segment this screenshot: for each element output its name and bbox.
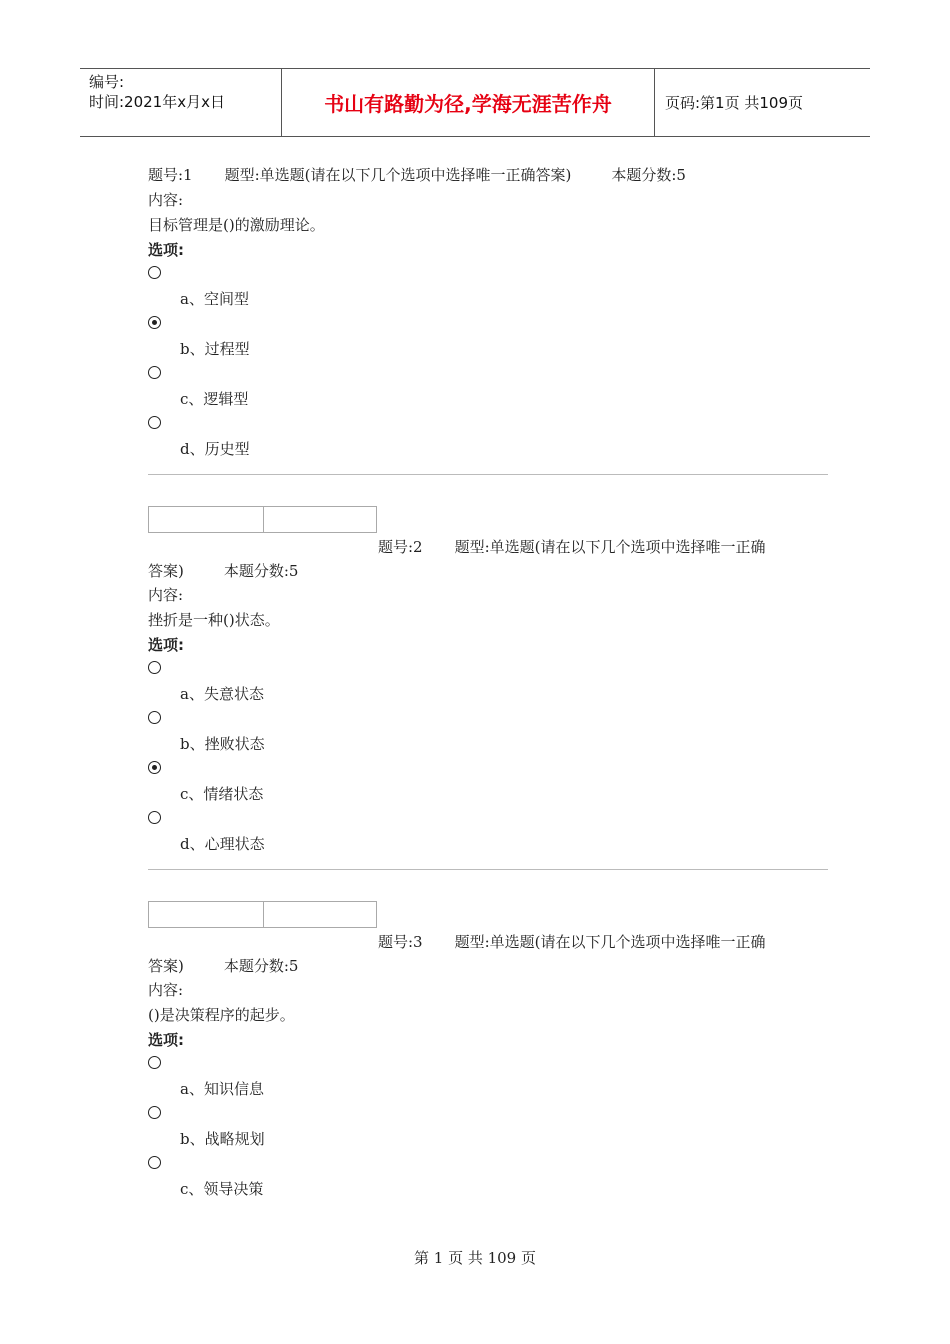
button-divider	[263, 507, 264, 532]
q1-radio-b[interactable]	[148, 316, 161, 329]
q2-content-label: 内容:	[148, 586, 184, 604]
q2-options-label: 选项:	[148, 636, 184, 654]
page-header	[80, 68, 870, 137]
q3-type-part1: 题型:单选题(请在以下几个选项中选择唯一正确	[454, 933, 766, 951]
header-motto: 书山有路勤为径,学海无涯苦作舟	[282, 69, 655, 136]
q3-content: ()是决策程序的起步。	[148, 1006, 295, 1024]
q1-radio-c[interactable]	[148, 366, 161, 379]
number-label: 编号:	[89, 73, 125, 91]
q2-type-part1: 题型:单选题(请在以下几个选项中选择唯一正确	[454, 538, 766, 556]
q3-content-label: 内容:	[148, 981, 184, 999]
q2-radio-a[interactable]	[148, 661, 161, 674]
q2-number: 题号:2	[378, 538, 423, 556]
q1-meta	[148, 165, 686, 185]
q2-option-d: d、心理状态	[180, 835, 265, 853]
q3-option-c: c、领导决策	[180, 1180, 264, 1198]
q3-options-label: 选项:	[148, 1031, 184, 1049]
q2-option-a: a、失意状态	[180, 685, 264, 703]
q3-radio-b[interactable]	[148, 1106, 161, 1119]
q2-option-b: b、挫败状态	[180, 735, 265, 753]
q2-score: 本题分数:5	[223, 562, 299, 580]
q3-score: 本题分数:5	[223, 957, 299, 975]
q1-option-c: c、逻辑型	[180, 390, 249, 408]
q2-option-c: c、情绪状态	[180, 785, 264, 803]
q2-meta-line2	[148, 561, 298, 581]
q3-radio-a[interactable]	[148, 1056, 161, 1069]
q3-option-b: b、战略规划	[180, 1130, 265, 1148]
q3-type-part2: 答案)	[148, 957, 184, 975]
header-meta	[80, 69, 282, 136]
q3-meta-line2	[148, 956, 298, 976]
divider	[148, 474, 828, 475]
q2-radio-d[interactable]	[148, 811, 161, 824]
time-label: 时间:2021年x月x日	[89, 93, 225, 111]
q3-radio-c[interactable]	[148, 1156, 161, 1169]
q1-option-d: d、历史型	[180, 440, 250, 458]
q2-content: 挫折是一种()状态。	[148, 611, 280, 629]
q1-option-a: a、空间型	[180, 290, 249, 308]
q2-button-group[interactable]	[148, 506, 377, 533]
q3-meta-line1	[378, 932, 766, 952]
q1-content-label: 内容:	[148, 191, 184, 209]
q1-option-b: b、过程型	[180, 340, 250, 358]
page-footer: 第 1 页 共 109 页	[413, 1249, 536, 1267]
q3-number: 题号:3	[378, 933, 423, 951]
q2-meta-line1	[378, 537, 766, 557]
header-page-info: 页码:第1页 共109页	[665, 94, 803, 112]
q3-button-group[interactable]	[148, 901, 377, 928]
q2-type-part2: 答案)	[148, 562, 184, 580]
divider	[148, 869, 828, 870]
q2-radio-b[interactable]	[148, 711, 161, 724]
q1-score: 本题分数:5	[611, 166, 686, 184]
q2-radio-c[interactable]	[148, 761, 161, 774]
q1-radio-d[interactable]	[148, 416, 161, 429]
q1-radio-a[interactable]	[148, 266, 161, 279]
q1-content: 目标管理是()的激励理论。	[148, 216, 325, 234]
q1-type: 题型:单选题(请在以下几个选项中选择唯一正确答案)	[224, 166, 572, 184]
q1-number: 题号:1	[148, 166, 193, 184]
q1-options-label: 选项:	[148, 241, 184, 259]
button-divider	[263, 902, 264, 927]
q3-option-a: a、知识信息	[180, 1080, 264, 1098]
